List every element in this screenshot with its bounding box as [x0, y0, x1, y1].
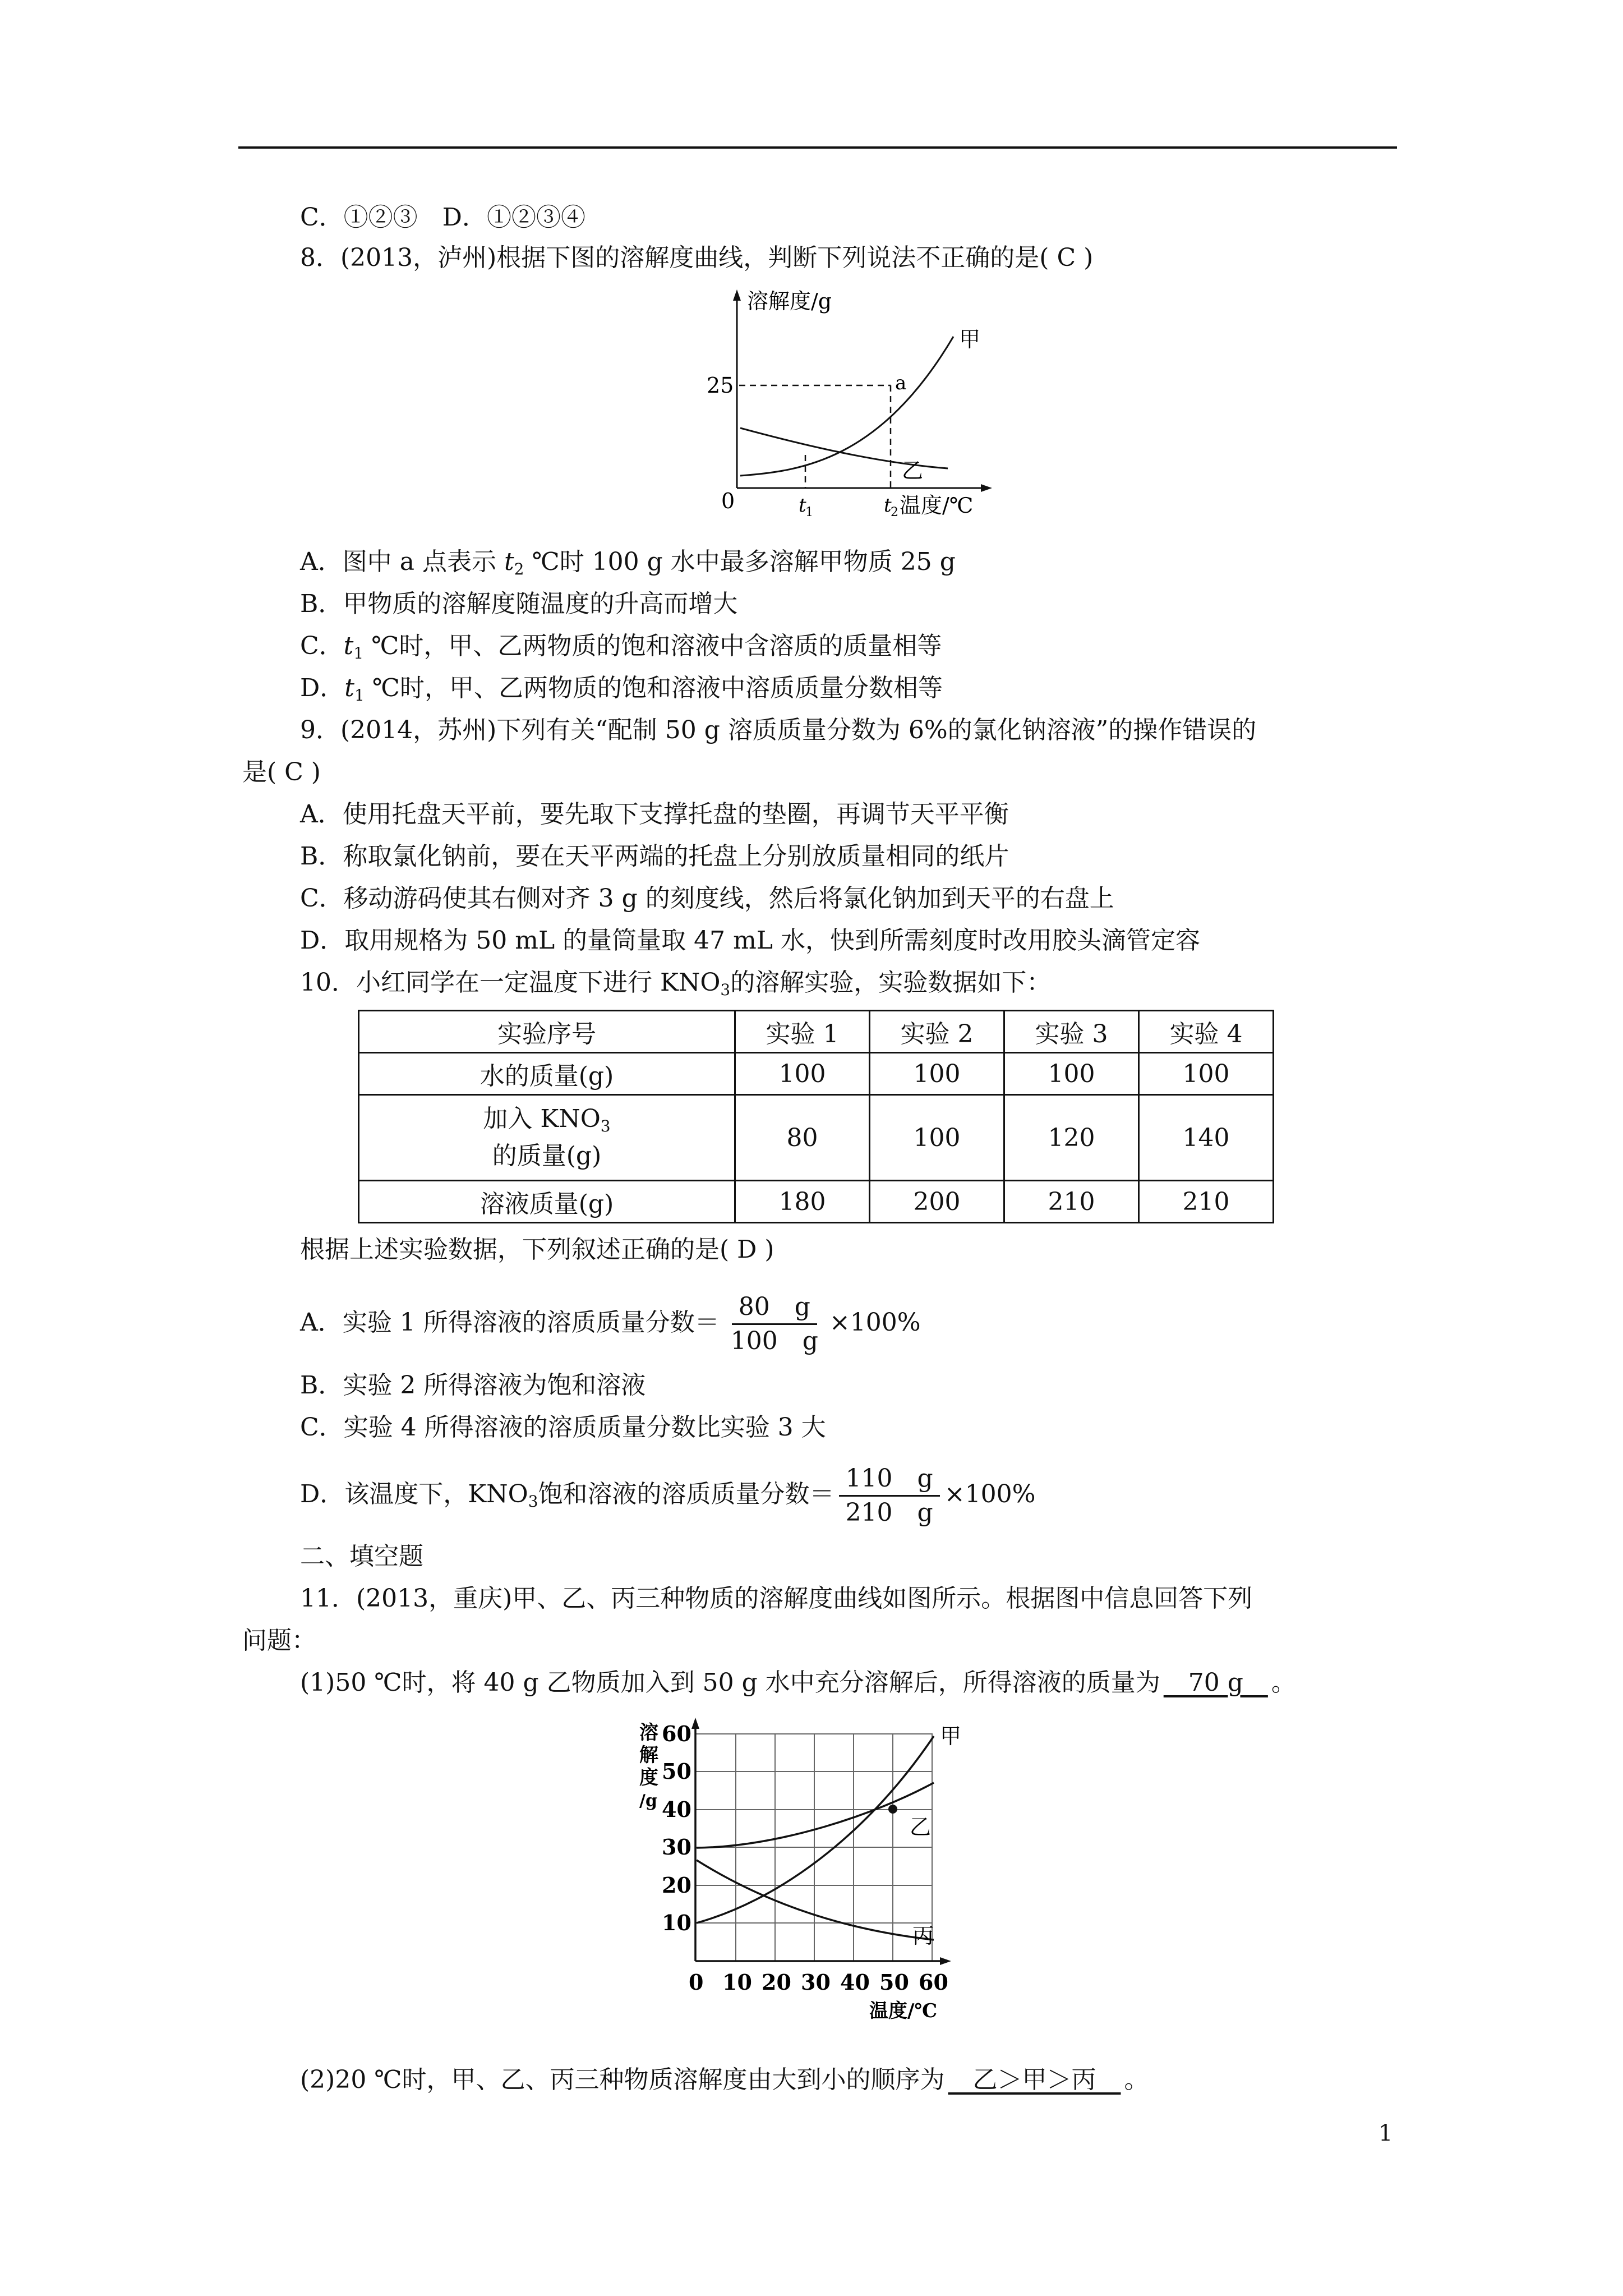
q11-ylabel-char: 度	[639, 1766, 658, 1789]
answer-blank: 乙＞甲＞丙	[948, 2065, 1121, 2094]
q10-data-table	[358, 1010, 1274, 1223]
q11-series-label-yi: 乙	[910, 1815, 932, 1839]
q8-series-jia	[740, 337, 953, 476]
q11-ylabel-char: /g	[639, 1791, 657, 1811]
q11-series-yi	[697, 1783, 934, 1848]
q11-ytick: 10	[662, 1910, 691, 1935]
q8-ylabel: 溶解度/g	[747, 289, 832, 314]
q11-ytick: 50	[662, 1759, 691, 1784]
table-cell: 100	[735, 1053, 870, 1095]
q8-solubility-chart	[707, 286, 1004, 533]
q11-stem-line1: 11．(2013，重庆)甲、乙、丙三种物质的溶解度曲线如图所示。根据图中信息回答下列	[300, 1584, 1253, 1613]
q11-xtick: 20	[762, 1970, 791, 1995]
row-label-water: 水的质量(g)	[359, 1053, 735, 1095]
q11-xtick: 30	[801, 1970, 831, 1995]
q11-series-label-jia: 甲	[940, 1724, 962, 1749]
q8-option-c: C．$t_1$ ℃时，甲、乙两物质的饱和溶液中含溶质的质量相等	[300, 632, 942, 662]
q11-xtick: 10	[722, 1970, 752, 1995]
q11-series-label-bing: 丙	[912, 1924, 934, 1948]
table-cell: 100	[870, 1053, 1004, 1095]
q8-ytick-25: 25	[707, 373, 734, 398]
q8-series-label-jia: 甲	[959, 327, 981, 352]
table-header-cell: 实验 4	[1139, 1011, 1274, 1053]
q8-origin: 0	[721, 489, 735, 513]
table-cell: 80	[735, 1095, 870, 1181]
table-cell: 180	[735, 1181, 870, 1223]
table-header-cell: 实验序号	[359, 1011, 735, 1053]
q8-point-label-a: a	[895, 372, 907, 394]
table-cell: 100	[1004, 1053, 1139, 1095]
q8-xtick-t2-sub: 2	[891, 505, 898, 519]
table-cell: 200	[870, 1181, 1004, 1223]
q9-option-a: A．使用托盘天平前，要先取下支撑托盘的垫圈，再调节天平平衡	[300, 800, 1009, 829]
q10-option-a: A．实验 1 所得溶液的溶质质量分数＝ $\frac{80 g}{100 g}$ ×100%	[300, 1290, 921, 1358]
q11-solubility-chart	[639, 1717, 1032, 2036]
q11-ytick: 20	[662, 1872, 691, 1898]
q8-option-a: A．图中 a 点表示 $t_2$ ℃时 100 g 水中最多溶解甲物质 25 g	[300, 547, 956, 578]
section-title: 二、填空题	[300, 1542, 423, 1571]
table-row	[359, 1095, 1274, 1181]
q8-xlabel: 温度/℃	[900, 493, 974, 518]
q9-option-c: C．移动游码使其右侧对齐 3 g 的刻度线，然后将氯化钠加到天平的右盘上	[300, 884, 1114, 913]
q8-stem: 8．(2013，泸州)根据下图的溶解度曲线，判断下列说法不正确的是( C )	[300, 243, 1094, 272]
fraction: $\frac{110 g}{210 g}$	[839, 1462, 940, 1529]
table-row	[359, 1181, 1274, 1223]
q10-option-b: B．实验 2 所得溶液为饱和溶液	[300, 1371, 646, 1400]
q11-ylabel-char: 解	[639, 1744, 658, 1766]
header-rule	[238, 146, 1397, 149]
table-header-cell: 实验 1	[735, 1011, 870, 1053]
q11-xtick: 60	[919, 1970, 948, 1995]
q11-sub2: (2)20 ℃时，甲、乙、丙三种物质溶解度由大到小的顺序为 乙＞甲＞丙 。	[300, 2065, 1149, 2094]
q8-option-b: B．甲物质的溶解度随温度的升高而增大	[300, 590, 738, 618]
q10-option-c: C．实验 4 所得溶液的溶质质量分数比实验 3 大	[300, 1413, 826, 1442]
fraction: $\frac{80 g}{100 g}$	[724, 1291, 825, 1358]
q9-option-b: B．称取氯化钠前，要在天平两端的托盘上分别放质量相同的纸片	[300, 842, 1009, 871]
table-row	[359, 1053, 1274, 1095]
q11-sub1: (1)50 ℃时，将 40 g 乙物质加入到 50 g 水中充分溶解后，所得溶液的质量为 70 g 。	[300, 1668, 1296, 1697]
q9-stem-line1: 9．(2014，苏州)下列有关“配制 50 g 溶质质量分数为 6%的氯化钠溶液”的操作错误的	[300, 716, 1257, 744]
table-cell: 210	[1139, 1181, 1274, 1223]
q11-ytick: 40	[662, 1797, 691, 1822]
q8-xtick-t1-sub: 1	[805, 505, 813, 519]
table-cell: 120	[1004, 1095, 1139, 1181]
table-header-row	[359, 1011, 1274, 1053]
table-cell: 100	[870, 1095, 1004, 1181]
table-cell: 210	[1004, 1181, 1139, 1223]
q11-xtick: 0	[689, 1970, 704, 1995]
q8-xtick-t2: t	[884, 494, 892, 517]
q9-option-d: D．取用规格为 50 mL 的量筒量取 47 mL 水，快到所需刻度时改用胶头滴管定容	[300, 926, 1201, 955]
q9-stem-line2: 是( C )	[242, 758, 321, 786]
row-label-kno3: 加入 $KNO_3$ 的质量(g)	[359, 1095, 735, 1181]
q11-xlabel: 温度/℃	[869, 2000, 938, 2022]
q11-stem-line2: 问题：	[242, 1626, 316, 1655]
q10-stem: 10．小红同学在一定温度下进行 $KNO_3$的溶解实验，实验数据如下：	[300, 968, 1052, 999]
table-header-cell: 实验 3	[1004, 1011, 1139, 1053]
q11-ytick: 60	[662, 1721, 691, 1746]
q10-question: 根据上述实验数据，下列叙述正确的是( D )	[300, 1235, 774, 1264]
q11-ytick: 30	[662, 1834, 691, 1860]
q8-xtick-t1: t	[799, 494, 806, 517]
prev-question-options: C．①②③ D．①②③④	[300, 203, 585, 232]
answer-blank: 70 g	[1163, 1668, 1268, 1697]
row-label-solution: 溶液质量(g)	[359, 1181, 735, 1223]
q11-xtick: 40	[840, 1970, 870, 1995]
q10-option-d: D．该温度下，$KNO_3$饱和溶液的溶质质量分数＝ $\frac{110 g}{210 g}$ ×100%	[300, 1462, 1035, 1529]
page-number: 1	[1378, 2120, 1393, 2146]
q11-point-marker	[888, 1805, 897, 1814]
table-header-cell: 实验 2	[870, 1011, 1004, 1053]
table-cell: 100	[1139, 1053, 1274, 1095]
q11-xtick: 50	[879, 1970, 909, 1995]
q11-series-bing	[697, 1860, 934, 1940]
table-cell: 140	[1139, 1095, 1274, 1181]
q8-series-label-yi: 乙	[902, 458, 924, 483]
q11-ylabel-char: 溶	[639, 1722, 658, 1744]
q8-option-d: D．$t_1$ ℃时，甲、乙两物质的饱和溶液中溶质质量分数相等	[300, 674, 943, 705]
